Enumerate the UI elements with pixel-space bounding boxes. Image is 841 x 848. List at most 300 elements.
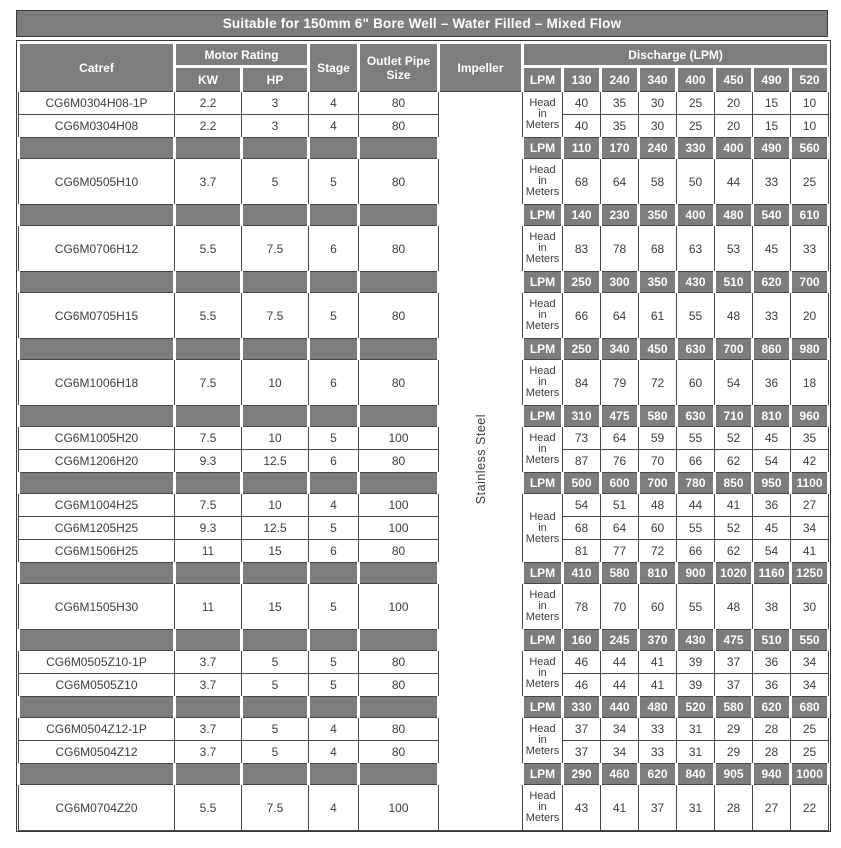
head-value-cell: 25: [677, 115, 715, 138]
head-value-cell: 18: [791, 360, 829, 406]
head-value-cell: 35: [791, 427, 829, 450]
head-value-cell: 78: [601, 226, 639, 272]
head-value-cell: 61: [639, 293, 677, 339]
separator-cell: [242, 205, 309, 226]
head-value-cell: 54: [715, 360, 753, 406]
separator-cell: [19, 697, 175, 718]
lpm-value-cell: 140: [563, 205, 601, 226]
lpm-value-cell: 840: [677, 764, 715, 785]
lpm-value-cell: 620: [639, 764, 677, 785]
lpm-value-cell: 1000: [791, 764, 829, 785]
outlet-cell: 80: [359, 674, 439, 697]
head-value-cell: 34: [791, 517, 829, 540]
lpm-value-cell: 630: [677, 406, 715, 427]
head-value-cell: 36: [753, 674, 791, 697]
lpm-value-cell: 680: [791, 697, 829, 718]
lpm-row-label: LPM: [523, 138, 563, 159]
separator-cell: [309, 406, 359, 427]
head-value-cell: 63: [677, 226, 715, 272]
separator-cell: [19, 205, 175, 226]
outlet-cell: 100: [359, 517, 439, 540]
head-value-cell: 83: [563, 226, 601, 272]
catref-cell: CG6M0706H12: [19, 226, 175, 272]
pump-row: [19, 293, 829, 339]
stage-cell: 5: [309, 651, 359, 674]
catref-cell: CG6M0304H08-1P: [19, 92, 175, 115]
lpm-separator-row: [19, 406, 829, 427]
lpm-value-cell: 560: [791, 138, 829, 159]
head-value-cell: 59: [639, 427, 677, 450]
head-value-cell: 35: [601, 115, 639, 138]
lpm-row-label: LPM: [523, 473, 563, 494]
head-value-cell: 73: [563, 427, 601, 450]
hp-cell: 5: [242, 651, 309, 674]
head-value-cell: 15: [753, 92, 791, 115]
separator-cell: [19, 473, 175, 494]
lpm-value-cell: 400: [715, 138, 753, 159]
discharge-header-value: 340: [639, 67, 677, 92]
head-in-meters-label: Head in Meters: [523, 360, 563, 406]
separator-cell: [242, 563, 309, 584]
head-value-cell: 28: [715, 785, 753, 831]
outlet-cell: 80: [359, 92, 439, 115]
separator-cell: [175, 563, 242, 584]
lpm-value-cell: 700: [791, 272, 829, 293]
catref-cell: CG6M1005H20: [19, 427, 175, 450]
stage-cell: 4: [309, 741, 359, 764]
head-value-cell: 64: [601, 427, 639, 450]
head-value-cell: 29: [715, 741, 753, 764]
discharge-header-value: 130: [563, 67, 601, 92]
lpm-value-cell: 950: [753, 473, 791, 494]
pump-row: [19, 584, 829, 630]
separator-cell: [175, 272, 242, 293]
head-value-cell: 36: [753, 360, 791, 406]
separator-cell: [19, 630, 175, 651]
impeller-material-label: Stainless Steel: [473, 414, 488, 505]
head-value-cell: 25: [791, 741, 829, 764]
pump-row: [19, 494, 829, 517]
separator-cell: [309, 697, 359, 718]
lpm-value-cell: 810: [753, 406, 791, 427]
head-value-cell: 68: [563, 159, 601, 205]
lpm-value-cell: 700: [639, 473, 677, 494]
pump-row: [19, 427, 829, 450]
head-value-cell: 53: [715, 226, 753, 272]
head-value-cell: 52: [715, 517, 753, 540]
head-value-cell: 37: [563, 718, 601, 741]
pump-row: [19, 92, 829, 115]
head-value-cell: 22: [791, 785, 829, 831]
head-value-cell: 60: [639, 517, 677, 540]
separator-cell: [19, 563, 175, 584]
separator-cell: [359, 697, 439, 718]
lpm-row-label: LPM: [523, 272, 563, 293]
lpm-separator-row: [19, 272, 829, 293]
head-value-cell: 45: [753, 517, 791, 540]
head-value-cell: 43: [563, 785, 601, 831]
head-value-cell: 33: [753, 159, 791, 205]
head-value-cell: 54: [563, 494, 601, 517]
head-value-cell: 44: [601, 651, 639, 674]
lpm-value-cell: 350: [639, 205, 677, 226]
head-in-meters-label: Head in Meters: [523, 651, 563, 697]
lpm-value-cell: 700: [715, 339, 753, 360]
lpm-value-cell: 480: [715, 205, 753, 226]
hp-cell: 15: [242, 540, 309, 563]
separator-cell: [175, 630, 242, 651]
lpm-value-cell: 410: [563, 563, 601, 584]
lpm-value-cell: 300: [601, 272, 639, 293]
discharge-header-value: 490: [753, 67, 791, 92]
head-value-cell: 34: [791, 674, 829, 697]
head-value-cell: 55: [677, 293, 715, 339]
lpm-value-cell: 1020: [715, 563, 753, 584]
catref-cell: CG6M1205H25: [19, 517, 175, 540]
stage-cell: 5: [309, 427, 359, 450]
head-value-cell: 68: [639, 226, 677, 272]
kw-cell: 3.7: [175, 718, 242, 741]
head-value-cell: 77: [601, 540, 639, 563]
head-value-cell: 70: [601, 584, 639, 630]
table-title: Suitable for 150mm 6" Bore Well – Water Filled – Mixed Flow: [16, 10, 828, 37]
hp-cell: 10: [242, 494, 309, 517]
separator-cell: [309, 563, 359, 584]
lpm-value-cell: 580: [601, 563, 639, 584]
head-value-cell: 81: [563, 540, 601, 563]
lpm-value-cell: 330: [677, 138, 715, 159]
head-in-meters-label: Head in Meters: [523, 427, 563, 473]
head-value-cell: 37: [715, 674, 753, 697]
outlet-cell: 100: [359, 427, 439, 450]
separator-cell: [242, 764, 309, 785]
lpm-row-label: LPM: [523, 406, 563, 427]
catref-cell: CG6M0504Z12-1P: [19, 718, 175, 741]
catref-cell: CG6M0304H08: [19, 115, 175, 138]
head-value-cell: 62: [715, 450, 753, 473]
separator-cell: [175, 406, 242, 427]
lpm-row-label: LPM: [523, 630, 563, 651]
head-value-cell: 34: [601, 718, 639, 741]
stage-cell: 5: [309, 159, 359, 205]
head-in-meters-label: Head in Meters: [523, 785, 563, 831]
stage-cell: 4: [309, 494, 359, 517]
lpm-value-cell: 810: [639, 563, 677, 584]
separator-cell: [309, 764, 359, 785]
outlet-cell: 100: [359, 584, 439, 630]
lpm-value-cell: 475: [715, 630, 753, 651]
col-header-discharge-lpm: Discharge (LPM): [523, 43, 829, 67]
head-value-cell: 87: [563, 450, 601, 473]
head-value-cell: 44: [601, 674, 639, 697]
separator-cell: [19, 406, 175, 427]
lpm-separator-row: [19, 630, 829, 651]
lpm-separator-row: [19, 205, 829, 226]
hp-cell: 5: [242, 718, 309, 741]
separator-cell: [175, 764, 242, 785]
head-value-cell: 25: [677, 92, 715, 115]
kw-cell: 5.5: [175, 226, 242, 272]
head-value-cell: 41: [601, 785, 639, 831]
kw-cell: 9.3: [175, 450, 242, 473]
separator-cell: [309, 339, 359, 360]
head-value-cell: 55: [677, 584, 715, 630]
catref-cell: CG6M1004H25: [19, 494, 175, 517]
lpm-value-cell: 240: [639, 138, 677, 159]
discharge-header-value: 520: [791, 67, 829, 92]
lpm-value-cell: 600: [601, 473, 639, 494]
lpm-value-cell: 500: [563, 473, 601, 494]
separator-cell: [19, 138, 175, 159]
head-value-cell: 35: [601, 92, 639, 115]
stage-cell: 5: [309, 517, 359, 540]
catref-cell: CG6M1506H25: [19, 540, 175, 563]
outlet-cell: 80: [359, 651, 439, 674]
separator-cell: [359, 205, 439, 226]
head-value-cell: 25: [791, 718, 829, 741]
lpm-value-cell: 620: [753, 272, 791, 293]
kw-cell: 11: [175, 540, 242, 563]
col-header-motor-rating: Motor Rating: [175, 43, 309, 67]
lpm-value-cell: 580: [715, 697, 753, 718]
head-value-cell: 44: [715, 159, 753, 205]
hp-cell: 3: [242, 115, 309, 138]
table-frame: [16, 40, 831, 832]
head-value-cell: 40: [563, 92, 601, 115]
outlet-cell: 80: [359, 115, 439, 138]
lpm-separator-row: [19, 563, 829, 584]
lpm-value-cell: 460: [601, 764, 639, 785]
hp-cell: 7.5: [242, 293, 309, 339]
head-value-cell: 66: [563, 293, 601, 339]
catref-cell: CG6M0505H10: [19, 159, 175, 205]
separator-cell: [242, 473, 309, 494]
head-in-meters-label: Head in Meters: [523, 293, 563, 339]
lpm-value-cell: 440: [601, 697, 639, 718]
head-value-cell: 41: [639, 674, 677, 697]
lpm-row-label: LPM: [523, 339, 563, 360]
separator-cell: [359, 272, 439, 293]
lpm-separator-row: [19, 764, 829, 785]
catref-cell: CG6M0504Z12: [19, 741, 175, 764]
head-value-cell: 66: [677, 450, 715, 473]
lpm-value-cell: 940: [753, 764, 791, 785]
col-header-outlet-pipe-size: Outlet Pipe Size: [359, 43, 439, 92]
outlet-cell: 80: [359, 540, 439, 563]
head-value-cell: 31: [677, 718, 715, 741]
lpm-value-cell: 905: [715, 764, 753, 785]
lpm-value-cell: 710: [715, 406, 753, 427]
stage-cell: 4: [309, 785, 359, 831]
head-value-cell: 84: [563, 360, 601, 406]
head-in-meters-label: Head in Meters: [523, 226, 563, 272]
head-value-cell: 34: [601, 741, 639, 764]
head-in-meters-label: Head in Meters: [523, 584, 563, 630]
catref-cell: CG6M0704Z20: [19, 785, 175, 831]
lpm-separator-row: [19, 473, 829, 494]
lpm-value-cell: 980: [791, 339, 829, 360]
stage-cell: 6: [309, 226, 359, 272]
lpm-value-cell: 160: [563, 630, 601, 651]
head-value-cell: 27: [791, 494, 829, 517]
col-header-catref: Catref: [19, 43, 175, 92]
hp-cell: 5: [242, 741, 309, 764]
impeller-value-cell: [439, 92, 523, 831]
kw-cell: 7.5: [175, 427, 242, 450]
head-value-cell: 28: [753, 741, 791, 764]
head-value-cell: 31: [677, 741, 715, 764]
head-value-cell: 34: [791, 651, 829, 674]
lpm-value-cell: 780: [677, 473, 715, 494]
separator-cell: [359, 563, 439, 584]
col-header-impeller: Impeller: [439, 43, 523, 92]
head-value-cell: 27: [753, 785, 791, 831]
discharge-header-value: 450: [715, 67, 753, 92]
hp-cell: 12.5: [242, 450, 309, 473]
head-value-cell: 30: [791, 584, 829, 630]
separator-cell: [19, 272, 175, 293]
head-value-cell: 37: [563, 741, 601, 764]
head-value-cell: 72: [639, 360, 677, 406]
head-value-cell: 25: [791, 159, 829, 205]
pump-row: [19, 360, 829, 406]
head-value-cell: 41: [715, 494, 753, 517]
outlet-cell: 80: [359, 293, 439, 339]
head-value-cell: 38: [753, 584, 791, 630]
head-value-cell: 48: [715, 293, 753, 339]
lpm-value-cell: 1100: [791, 473, 829, 494]
kw-cell: 11: [175, 584, 242, 630]
head-value-cell: 33: [639, 741, 677, 764]
lpm-value-cell: 370: [639, 630, 677, 651]
col-header-hp: HP: [242, 67, 309, 92]
lpm-value-cell: 960: [791, 406, 829, 427]
outlet-cell: 80: [359, 718, 439, 741]
head-value-cell: 31: [677, 785, 715, 831]
kw-cell: 5.5: [175, 293, 242, 339]
hp-cell: 10: [242, 427, 309, 450]
lpm-value-cell: 1160: [753, 563, 791, 584]
lpm-separator-row: [19, 697, 829, 718]
separator-cell: [309, 138, 359, 159]
head-value-cell: 54: [753, 450, 791, 473]
pump-row: [19, 226, 829, 272]
separator-cell: [242, 272, 309, 293]
hp-cell: 5: [242, 674, 309, 697]
kw-cell: 7.5: [175, 360, 242, 406]
lpm-value-cell: 510: [715, 272, 753, 293]
hp-cell: 10: [242, 360, 309, 406]
col-header-stage: Stage: [309, 43, 359, 92]
pump-row: [19, 674, 829, 697]
stage-cell: 5: [309, 584, 359, 630]
separator-cell: [175, 138, 242, 159]
head-in-meters-label: Head in Meters: [523, 92, 563, 138]
kw-cell: 5.5: [175, 785, 242, 831]
head-value-cell: 48: [639, 494, 677, 517]
head-value-cell: 51: [601, 494, 639, 517]
catref-cell: CG6M1006H18: [19, 360, 175, 406]
separator-cell: [175, 473, 242, 494]
head-value-cell: 55: [677, 427, 715, 450]
head-value-cell: 33: [791, 226, 829, 272]
lpm-row-label: LPM: [523, 205, 563, 226]
head-value-cell: 48: [715, 584, 753, 630]
separator-cell: [359, 473, 439, 494]
kw-cell: 2.2: [175, 92, 242, 115]
lpm-value-cell: 580: [639, 406, 677, 427]
head-value-cell: 33: [639, 718, 677, 741]
separator-cell: [175, 339, 242, 360]
stage-cell: 4: [309, 718, 359, 741]
outlet-cell: 80: [359, 741, 439, 764]
lpm-value-cell: 540: [753, 205, 791, 226]
lpm-value-cell: 110: [563, 138, 601, 159]
head-value-cell: 30: [639, 115, 677, 138]
separator-cell: [175, 205, 242, 226]
head-value-cell: 36: [753, 494, 791, 517]
head-value-cell: 46: [563, 651, 601, 674]
head-value-cell: 64: [601, 293, 639, 339]
hp-cell: 3: [242, 92, 309, 115]
separator-cell: [359, 406, 439, 427]
head-value-cell: 72: [639, 540, 677, 563]
lpm-value-cell: 475: [601, 406, 639, 427]
lpm-value-cell: 610: [791, 205, 829, 226]
outlet-cell: 100: [359, 494, 439, 517]
catref-cell: CG6M0505Z10: [19, 674, 175, 697]
outlet-cell: 80: [359, 226, 439, 272]
pump-spec-table: [17, 41, 830, 831]
lpm-value-cell: 250: [563, 272, 601, 293]
head-value-cell: 15: [753, 115, 791, 138]
separator-cell: [242, 630, 309, 651]
lpm-value-cell: 310: [563, 406, 601, 427]
separator-cell: [359, 630, 439, 651]
separator-cell: [309, 205, 359, 226]
outlet-cell: 100: [359, 785, 439, 831]
hp-cell: 5: [242, 159, 309, 205]
col-header-lpm: LPM: [523, 67, 563, 92]
hp-cell: 7.5: [242, 785, 309, 831]
lpm-value-cell: 230: [601, 205, 639, 226]
head-in-meters-label: Head in Meters: [523, 718, 563, 764]
head-value-cell: 10: [791, 92, 829, 115]
head-value-cell: 62: [715, 540, 753, 563]
lpm-value-cell: 290: [563, 764, 601, 785]
head-value-cell: 41: [639, 651, 677, 674]
lpm-value-cell: 430: [677, 630, 715, 651]
col-header-kw: KW: [175, 67, 242, 92]
catref-cell: CG6M0705H15: [19, 293, 175, 339]
head-value-cell: 44: [677, 494, 715, 517]
head-value-cell: 55: [677, 517, 715, 540]
separator-cell: [359, 764, 439, 785]
header-row-1: [19, 43, 829, 67]
lpm-value-cell: 340: [601, 339, 639, 360]
head-value-cell: 70: [639, 450, 677, 473]
stage-cell: 5: [309, 674, 359, 697]
lpm-value-cell: 170: [601, 138, 639, 159]
lpm-value-cell: 490: [753, 138, 791, 159]
pump-row: [19, 718, 829, 741]
head-value-cell: 40: [563, 115, 601, 138]
lpm-value-cell: 850: [715, 473, 753, 494]
separator-cell: [19, 339, 175, 360]
discharge-header-value: 240: [601, 67, 639, 92]
head-value-cell: 39: [677, 651, 715, 674]
head-value-cell: 33: [753, 293, 791, 339]
